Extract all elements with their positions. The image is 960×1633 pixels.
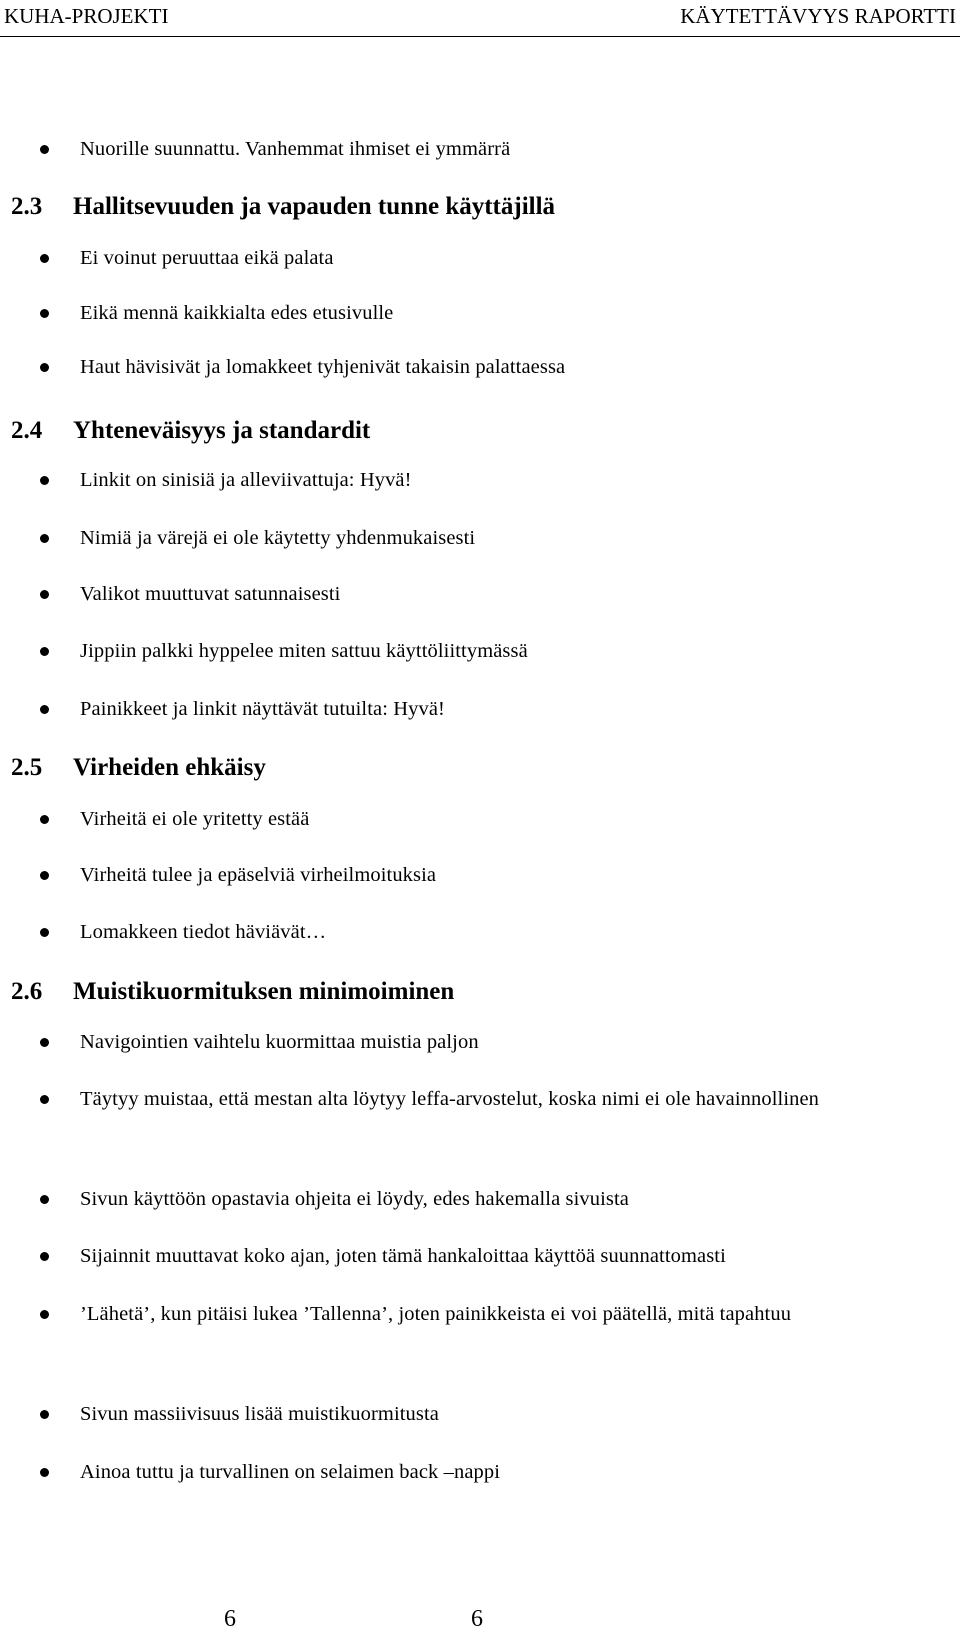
bullet-icon (40, 534, 49, 543)
bullet-icon (40, 647, 49, 656)
list-item-text: Virheitä tulee ja epäselviä virheilmoituksia (80, 864, 437, 886)
section-heading (11, 978, 454, 1006)
list-item-text: Ei voinut peruuttaa eikä palata (80, 247, 334, 269)
bullet-icon (40, 309, 49, 318)
bullet-icon (40, 145, 49, 154)
list-item-text: Valikot muuttuvat satunnaisesti (80, 583, 341, 605)
bullet-icon (40, 1468, 49, 1477)
list-item-text: Haut hävisivät ja lomakkeet tyhjenivät takaisin palattaessa (80, 356, 566, 378)
bullet-icon (40, 476, 49, 485)
bullet-icon (40, 1095, 49, 1104)
section-title: Virheiden ehkäisy (73, 754, 266, 781)
bullet-icon (40, 1310, 49, 1319)
bullet-icon (40, 1038, 49, 1047)
list-item-text: Lomakkeen tiedot häviävät… (80, 921, 327, 943)
list-item-text: Jippiin palkki hyppelee miten sattuu käyttöliittymässä (80, 640, 528, 662)
section-number: 2.5 (11, 754, 43, 781)
list-item-text: Sivun massiivisuus lisää muistikuormitusta (80, 1403, 439, 1425)
bullet-icon (40, 705, 49, 714)
bullet-icon (40, 363, 49, 372)
list-item-text: Nuorille suunnattu. Vanhemmat ihmiset ei ymmärrä (80, 138, 511, 160)
list-item-text: Ainoa tuttu ja turvallinen on selaimen back –nappi (80, 1461, 501, 1483)
list-item-text: Nimiä ja värejä ei ole käytetty yhdenmukaisesti (80, 527, 476, 549)
bullet-icon (40, 1410, 49, 1419)
list-item-text: Täytyy muistaa, että mestan alta löytyy leffa-arvostelut, koska nimi ei ole havainnollinen (80, 1088, 820, 1110)
section-title: Muistikuormituksen minimoiminen (73, 978, 455, 1005)
bullet-icon (40, 871, 49, 880)
list-item-text: Sijainnit muuttavat koko ajan, joten tämä hankaloittaa käyttöä suunnattomasti (80, 1245, 726, 1267)
bullet-icon (40, 254, 49, 263)
list-item-text: Linkit on sinisiä ja alleviivattuja: Hyvä! (80, 469, 412, 491)
list-item-text: Sivun käyttöön opastavia ohjeita ei löydy, edes hakemalla sivuista (80, 1188, 629, 1210)
section-heading (11, 417, 370, 445)
bullet-icon (40, 590, 49, 599)
section-title: Yhteneväisyys ja standardit (73, 417, 371, 444)
header-report-title: KÄYTETTÄVYYS RAPORTTI (680, 4, 956, 28)
section-number: 2.6 (11, 978, 43, 1005)
bullet-icon (40, 1195, 49, 1204)
header-project-name: KUHA-PROJEKTI (4, 4, 169, 28)
page-number-left: 6 (224, 1606, 236, 1632)
section-heading (11, 754, 266, 782)
list-item-text: Painikkeet ja linkit näyttävät tutuilta: Hyvä! (80, 698, 445, 720)
list-item-text: ’Lähetä’, kun pitäisi lukea ’Tallenna’, joten painikkeista ei voi päätellä, mitä tapahtuu (80, 1303, 792, 1325)
section-heading (11, 193, 555, 221)
list-item-text: Navigointien vaihtelu kuormittaa muistia paljon (80, 1031, 479, 1053)
section-number: 2.3 (11, 193, 43, 220)
page-number-right: 6 (471, 1606, 483, 1632)
list-item-text: Virheitä ei ole yritetty estää (80, 808, 310, 830)
section-number: 2.4 (11, 417, 43, 444)
page-header (0, 0, 960, 37)
bullet-icon (40, 1252, 49, 1261)
list-item-text: Eikä mennä kaikkialta edes etusivulle (80, 302, 394, 324)
bullet-icon (40, 815, 49, 824)
section-title: Hallitsevuuden ja vapauden tunne käyttäjillä (73, 193, 556, 220)
bullet-icon (40, 928, 49, 937)
